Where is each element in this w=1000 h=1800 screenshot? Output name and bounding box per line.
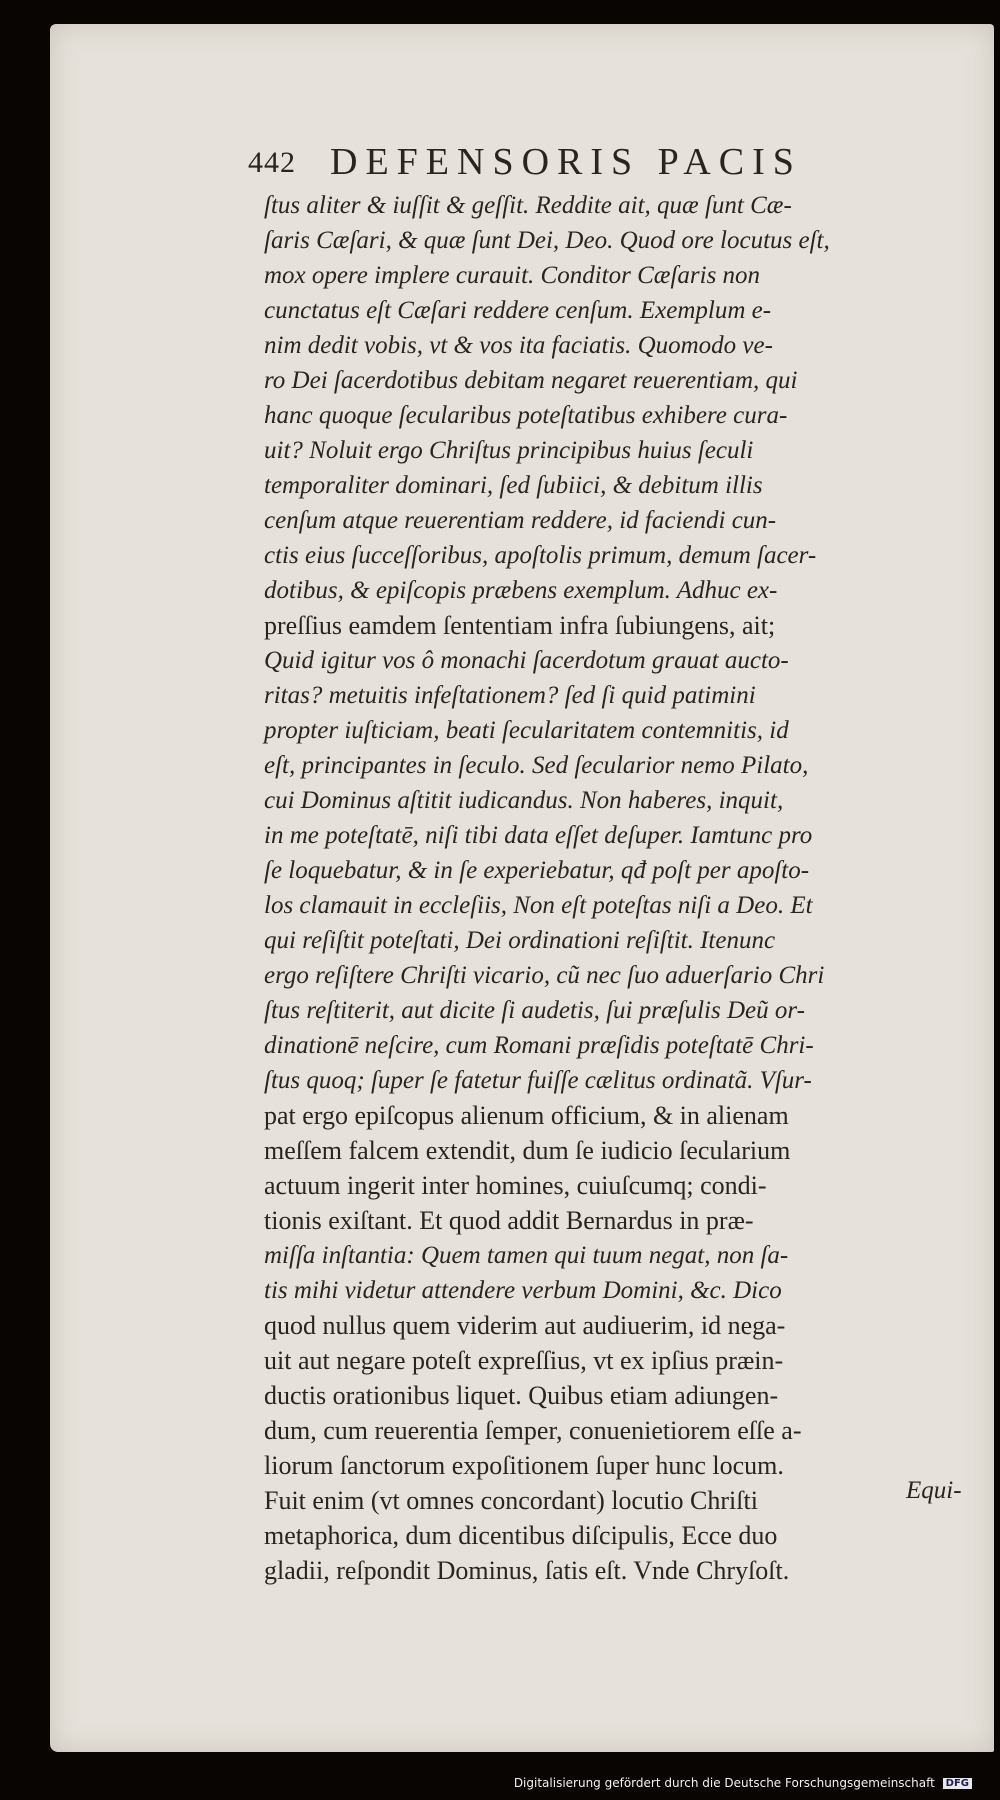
- text-line: metaphorica, dum dicentibus diſcipulis, Ecce duo: [264, 1521, 778, 1550]
- text-line: actuum ingerit inter homines, cuiuſcumq; condi-: [264, 1171, 767, 1200]
- digitization-credit: [514, 1776, 972, 1790]
- text-line: uit? Noluit ergo Chriſtus principibus huius ſeculi: [264, 437, 754, 464]
- text-line: quod nullus quem viderim aut audiuerim, id nega-: [264, 1311, 786, 1340]
- text-line: propter iuſticiam, beati ſecularitatem contemnitis, id: [264, 717, 789, 744]
- running-title: DEFENSORIS PACIS: [330, 141, 802, 183]
- text-line: mox opere implere curauit. Conditor Cæſaris non: [264, 262, 761, 289]
- text-line: ſtus reſtiterit, aut dicite ſi audetis, ſui præſulis Deũ or-: [264, 997, 805, 1024]
- text-line: dotibus, & epiſcopis præbens exemplum. Adhuc ex-: [264, 577, 778, 604]
- text-line: eſt, principantes in ſeculo. Sed ſecularior nemo Pilato,: [264, 752, 809, 779]
- text-line: in me poteſtatē, niſi tibi data eſſet deſuper. Iamtunc pro: [264, 822, 813, 849]
- text-line: nim dedit vobis, vt & vos ita faciatis. Quomodo ve-: [264, 332, 773, 359]
- text-line: miſſa inſtantia: Quem tamen qui tuum negat, non ſa-: [264, 1242, 789, 1269]
- text-line: ſtus aliter & iuſſit & geſſit. Reddite ait, quæ ſunt Cæ-: [264, 192, 792, 219]
- text-line: preſſius eamdem ſententiam infra ſubiungens, ait;: [264, 611, 776, 640]
- dfg-logo: DFG: [943, 1778, 972, 1789]
- text-line: cui Dominus aſtitit iudicandus. Non haberes, inquit,: [264, 787, 784, 814]
- text-line: ductis orationibus liquet. Quibus etiam adiungen-: [264, 1381, 779, 1410]
- text-line: tionis exiſtant. Et quod addit Bernardus in præ-: [264, 1206, 754, 1235]
- credit-text: Digitalisierung gefördert durch die Deutsche Forschungsgemeinschaft: [513, 1776, 935, 1790]
- text-line: uit aut negare poteſt expreſſius, vt ex ipſius præin-: [264, 1346, 784, 1375]
- text-line: los clamauit in eccleſiis, Non eſt poteſtas niſi a Deo. Et: [264, 892, 813, 919]
- text-line: cenſum atque reuerentiam reddere, id faciendi cun-: [264, 507, 777, 534]
- text-line: meſſem falcem extendit, dum ſe iudicio ſecularium: [264, 1136, 791, 1165]
- text-line: ſtus quoq; ſuper ſe fatetur fuiſſe cælitus ordinatã. Vſur-: [264, 1067, 812, 1094]
- text-line: ctis eius ſucceſſoribus, apoſtolis primum, demum ſacer-: [264, 542, 817, 569]
- text-line: Fuit enim (vt omnes concordant) locutio Chriſti: [264, 1486, 758, 1515]
- text-line: ritas? metuitis infeſtationem? ſed ſi quid patimini: [264, 682, 756, 709]
- text-line: ro Dei ſacerdotibus debitam negaret reuerentiam, qui: [264, 367, 798, 394]
- text-line: pat ergo epiſcopus alienum officium, & in alienam: [264, 1101, 789, 1130]
- text-line: qui reſiſtit poteſtati, Dei ordinationi reſiſtit. Itenunc: [264, 927, 776, 954]
- body-text: [264, 188, 948, 1588]
- text-line: dum, cum reuerentia ſemper, conuenietiorem eſſe a-: [264, 1416, 802, 1445]
- text-line: ſe loquebatur, & in ſe experiebatur, qđ poſt per apoſto-: [264, 857, 810, 884]
- text-line: temporaliter dominari, ſed ſubiici, & debitum illis: [264, 472, 763, 499]
- text-line: Quid igitur vos ô monachi ſacerdotum grauat aucto-: [264, 647, 789, 674]
- text-line: dinationē neſcire, cum Romani præſidis poteſtatē Chri-: [264, 1032, 814, 1059]
- text-line: hanc quoque ſecularibus poteſtatibus exhibere cura-: [264, 402, 788, 429]
- text-line: gladii, reſpondit Dominus, ſatis eſt. Vnde Chryſoſt.: [264, 1556, 790, 1585]
- text-line: tis mihi videtur attendere verbum Domini, &c. Dico: [264, 1277, 782, 1304]
- text-line: ergo reſiſtere Chriſti vicario, cũ nec ſuo aduerſario Chri: [264, 962, 825, 989]
- page-number: 442: [248, 146, 296, 179]
- page-header: [248, 140, 908, 190]
- text-line: liorum ſanctorum expoſitionem ſuper hunc locum.: [264, 1451, 784, 1480]
- text-line: cunctatus eſt Cæſari reddere cenſum. Exemplum e-: [264, 297, 772, 324]
- catchword: Equi-: [906, 1477, 962, 1504]
- text-line: ſaris Cæſari, & quæ ſunt Dei, Deo. Quod ore locutus eſt,: [264, 227, 830, 254]
